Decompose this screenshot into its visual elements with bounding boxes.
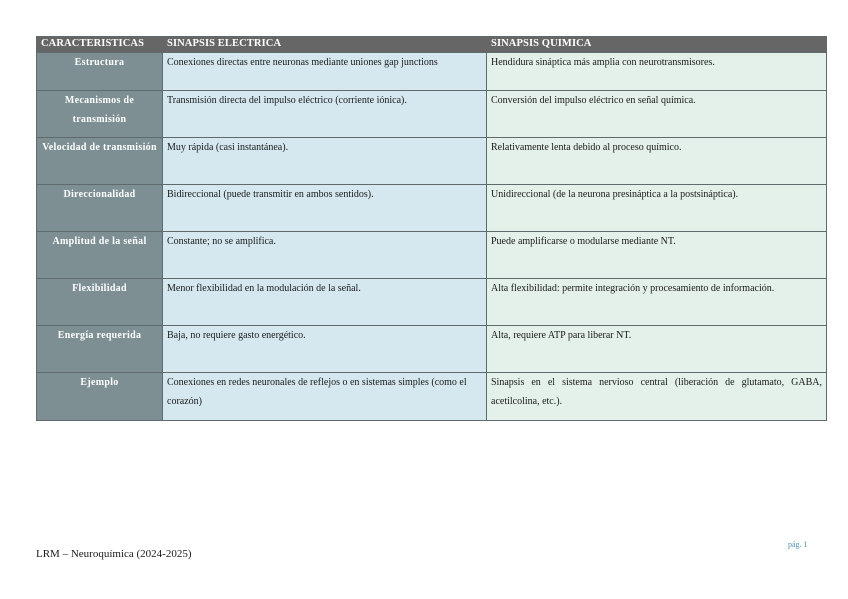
electrica-cell: Transmisión directa del impulso eléctrico (corriente iónica). (163, 91, 487, 138)
table-row (37, 279, 827, 326)
table-row (37, 138, 827, 185)
quimica-cell: Sinapsis en el sistema nervioso central (liberación de glutamato, GABA, acetilcolina, etc.). (487, 373, 827, 421)
table-row (37, 232, 827, 279)
footer-course-label: LRM – Neuroquímica (2024-2025) (36, 548, 192, 560)
quimica-cell: Conversión del impulso eléctrico en señal química. (487, 91, 827, 138)
header-caracteristicas: CARACTERISTICAS (37, 37, 163, 53)
table-row (37, 326, 827, 373)
feature-cell: Estructura (37, 53, 163, 91)
electrica-cell: Bidireccional (puede transmitir en ambos sentidos). (163, 185, 487, 232)
electrica-cell: Constante; no se amplifica. (163, 232, 487, 279)
feature-cell: Energía requerida (37, 326, 163, 373)
electrica-cell: Conexiones directas entre neuronas mediante uniones gap junctions (163, 53, 487, 91)
header-sinapsis-electrica: SINAPSIS ELECTRICA (163, 37, 487, 53)
feature-cell: Flexibilidad (37, 279, 163, 326)
quimica-cell: Hendidura sináptica más amplia con neurotransmisores. (487, 53, 827, 91)
feature-cell: Mecanismos de transmisión (37, 91, 163, 138)
table-row (37, 53, 827, 91)
page-number: pág. 1 (788, 540, 808, 549)
feature-cell: Direccionalidad (37, 185, 163, 232)
feature-cell: Amplitud de la señal (37, 232, 163, 279)
feature-cell: Ejemplo (37, 373, 163, 421)
electrica-cell: Muy rápida (casi instantánea). (163, 138, 487, 185)
synapse-comparison-table (36, 36, 827, 421)
quimica-cell: Alta flexibilidad: permite integración y procesamiento de información. (487, 279, 827, 326)
electrica-cell: Baja, no requiere gasto energético. (163, 326, 487, 373)
feature-cell: Velocidad de transmisión (37, 138, 163, 185)
electrica-cell: Menor flexibilidad en la modulación de la señal. (163, 279, 487, 326)
header-sinapsis-quimica: SINAPSIS QUIMICA (487, 37, 827, 53)
electrica-cell: Conexiones en redes neuronales de reflejos o en sistemas simples (como el corazón) (163, 373, 487, 421)
table-row (37, 91, 827, 138)
quimica-cell: Relativamente lenta debido al proceso químico. (487, 138, 827, 185)
table-row (37, 373, 827, 421)
quimica-cell: Puede amplificarse o modularse mediante NT. (487, 232, 827, 279)
table-header-row (37, 37, 827, 53)
table-row (37, 185, 827, 232)
quimica-cell: Unidireccional (de la neurona presináptica a la postsináptica). (487, 185, 827, 232)
quimica-cell: Alta, requiere ATP para liberar NT. (487, 326, 827, 373)
